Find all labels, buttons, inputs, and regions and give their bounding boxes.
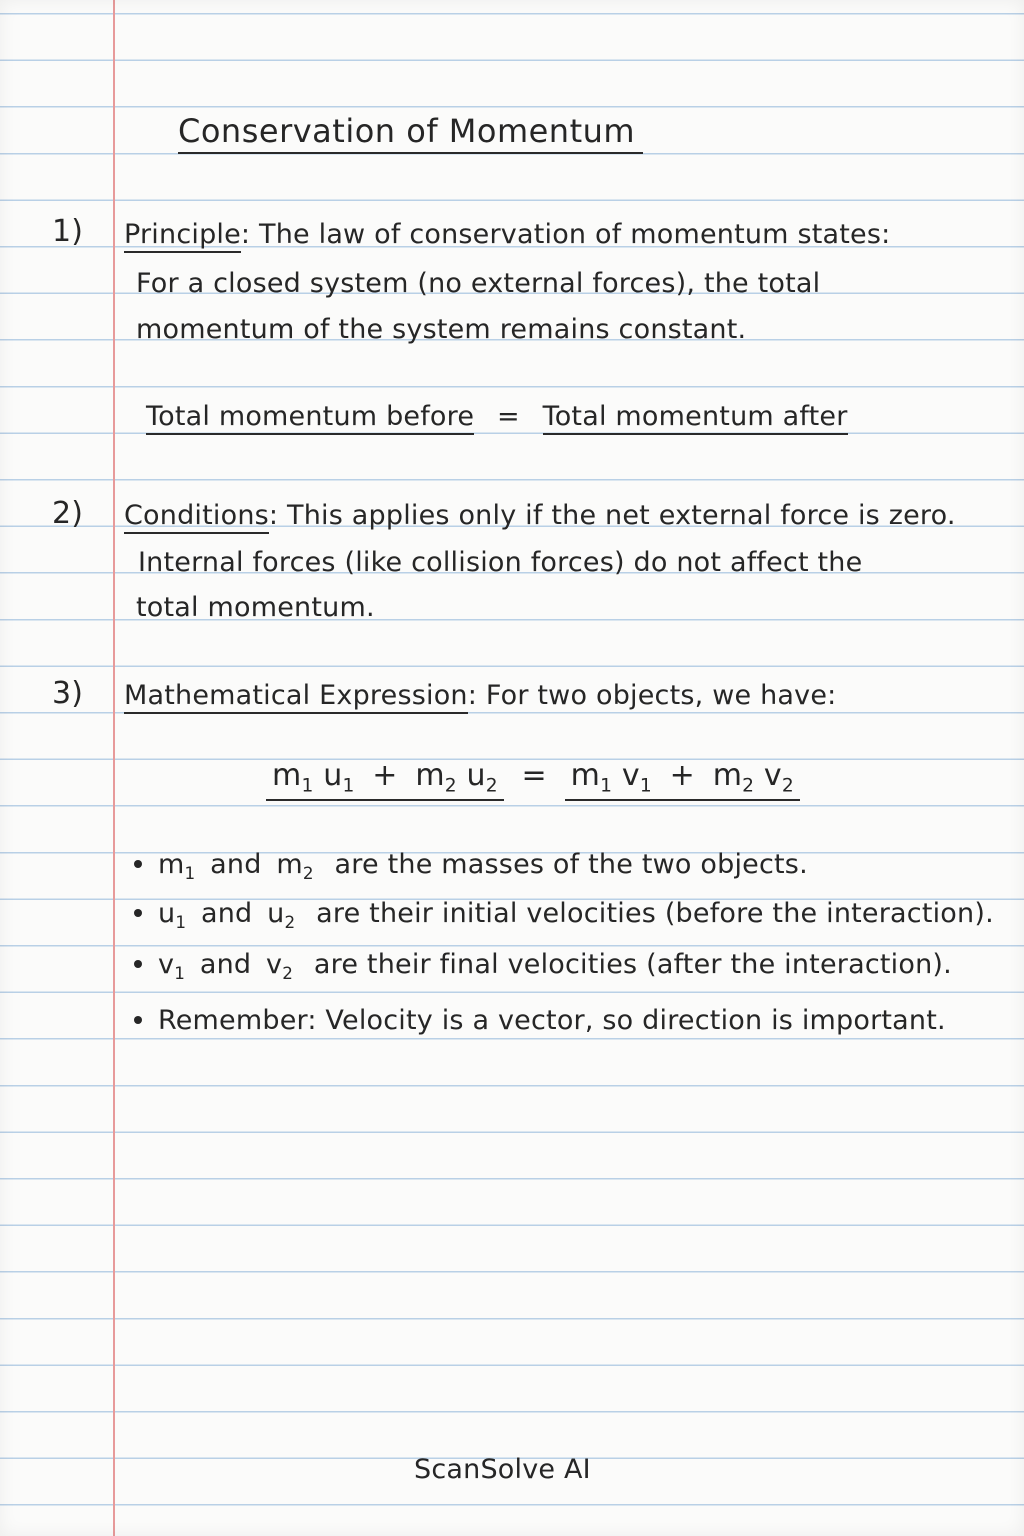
symbol-v: v	[763, 758, 782, 793]
bullet-text: are the masses of the two objects.	[334, 849, 808, 880]
symbol-u: u	[466, 758, 486, 793]
symbol-m: m	[415, 758, 445, 793]
page-title: Conservation of Momentum	[178, 112, 643, 154]
symbol-u: u	[323, 758, 343, 793]
subscript: 1	[639, 775, 652, 797]
symbol-m: m	[272, 758, 302, 793]
symbol-m: m	[570, 758, 601, 793]
symbol-m: m	[712, 758, 743, 793]
bullet-item-masses	[134, 849, 808, 883]
section-2-heading: Conditions	[124, 500, 269, 534]
subscript: 1	[175, 911, 187, 932]
footer-brand: ScanSolve AI	[414, 1454, 591, 1485]
section-3-heading: Mathematical Expression	[124, 680, 468, 714]
section-1-heading: Principle	[124, 219, 241, 253]
symbol-m: m	[276, 849, 303, 880]
subscript: 1	[174, 962, 186, 983]
section-3-first-line	[124, 680, 836, 711]
margin-line	[113, 0, 115, 1536]
bullet-text: are their initial velocities (before the interaction).	[316, 898, 994, 929]
plus-sign: +	[372, 758, 398, 793]
equation-equals: =	[496, 401, 520, 432]
bullet-join: and	[199, 949, 252, 980]
formula-equals: =	[521, 758, 547, 793]
symbol-u: u	[158, 898, 176, 929]
subscript: 1	[184, 862, 196, 883]
formula-left	[266, 758, 504, 801]
symbol-v: v	[266, 949, 283, 980]
bullet-icon	[134, 860, 142, 868]
equation-left: Total momentum before	[146, 401, 474, 435]
bullet-text: Remember: Velocity is a vector, so direction is important.	[158, 1005, 946, 1036]
subscript: 2	[742, 775, 755, 797]
subscript: 2	[284, 911, 296, 932]
bullet-icon	[134, 1016, 142, 1024]
plus-sign: +	[669, 758, 695, 793]
subscript: 2	[781, 775, 794, 797]
section-1-line-2: For a closed system (no external forces), the total	[136, 268, 821, 299]
symbol-m: m	[158, 849, 185, 880]
momentum-formula	[266, 758, 800, 801]
section-3-line-1: For two objects, we have:	[485, 680, 837, 711]
heading-colon: :	[268, 500, 288, 531]
formula-right	[565, 758, 800, 801]
bullet-join: and	[210, 849, 262, 880]
bullet-icon	[134, 960, 142, 968]
bullet-item-final-velocities	[134, 949, 952, 983]
symbol-u: u	[267, 898, 285, 929]
symbol-v: v	[621, 758, 640, 793]
bullet-text: are their final velocities (after the interaction).	[313, 949, 952, 980]
section-2-line-1: This applies only if the net external force is zero.	[287, 500, 956, 531]
bullet-icon	[134, 909, 142, 917]
subscript: 2	[444, 775, 457, 797]
section-1-number: 1)	[52, 214, 84, 249]
section-2-number: 2)	[52, 496, 84, 531]
bullet-item-initial-velocities	[134, 898, 994, 932]
subscript: 1	[600, 775, 613, 797]
subscript: 1	[342, 775, 355, 797]
section-1-line-1: The law of conservation of momentum states:	[259, 219, 891, 250]
bullet-item-remember	[134, 1005, 946, 1036]
section-1-first-line	[124, 219, 890, 250]
symbol-v: v	[158, 949, 175, 980]
subscript: 2	[485, 775, 498, 797]
heading-colon: :	[467, 680, 486, 711]
momentum-equation	[146, 401, 848, 432]
subscript: 2	[282, 962, 294, 983]
section-2-line-2: Internal forces (like collision forces) do not affect the	[138, 547, 863, 578]
section-2-line-3: total momentum.	[136, 592, 375, 623]
subscript: 1	[301, 775, 314, 797]
subscript: 2	[302, 862, 314, 883]
section-3-number: 3)	[52, 676, 84, 711]
section-1-line-3: momentum of the system remains constant.	[136, 314, 747, 345]
bullet-join: and	[200, 898, 253, 929]
section-2-first-line	[124, 500, 956, 531]
heading-colon: :	[240, 219, 260, 250]
equation-right: Total momentum after	[543, 401, 848, 435]
